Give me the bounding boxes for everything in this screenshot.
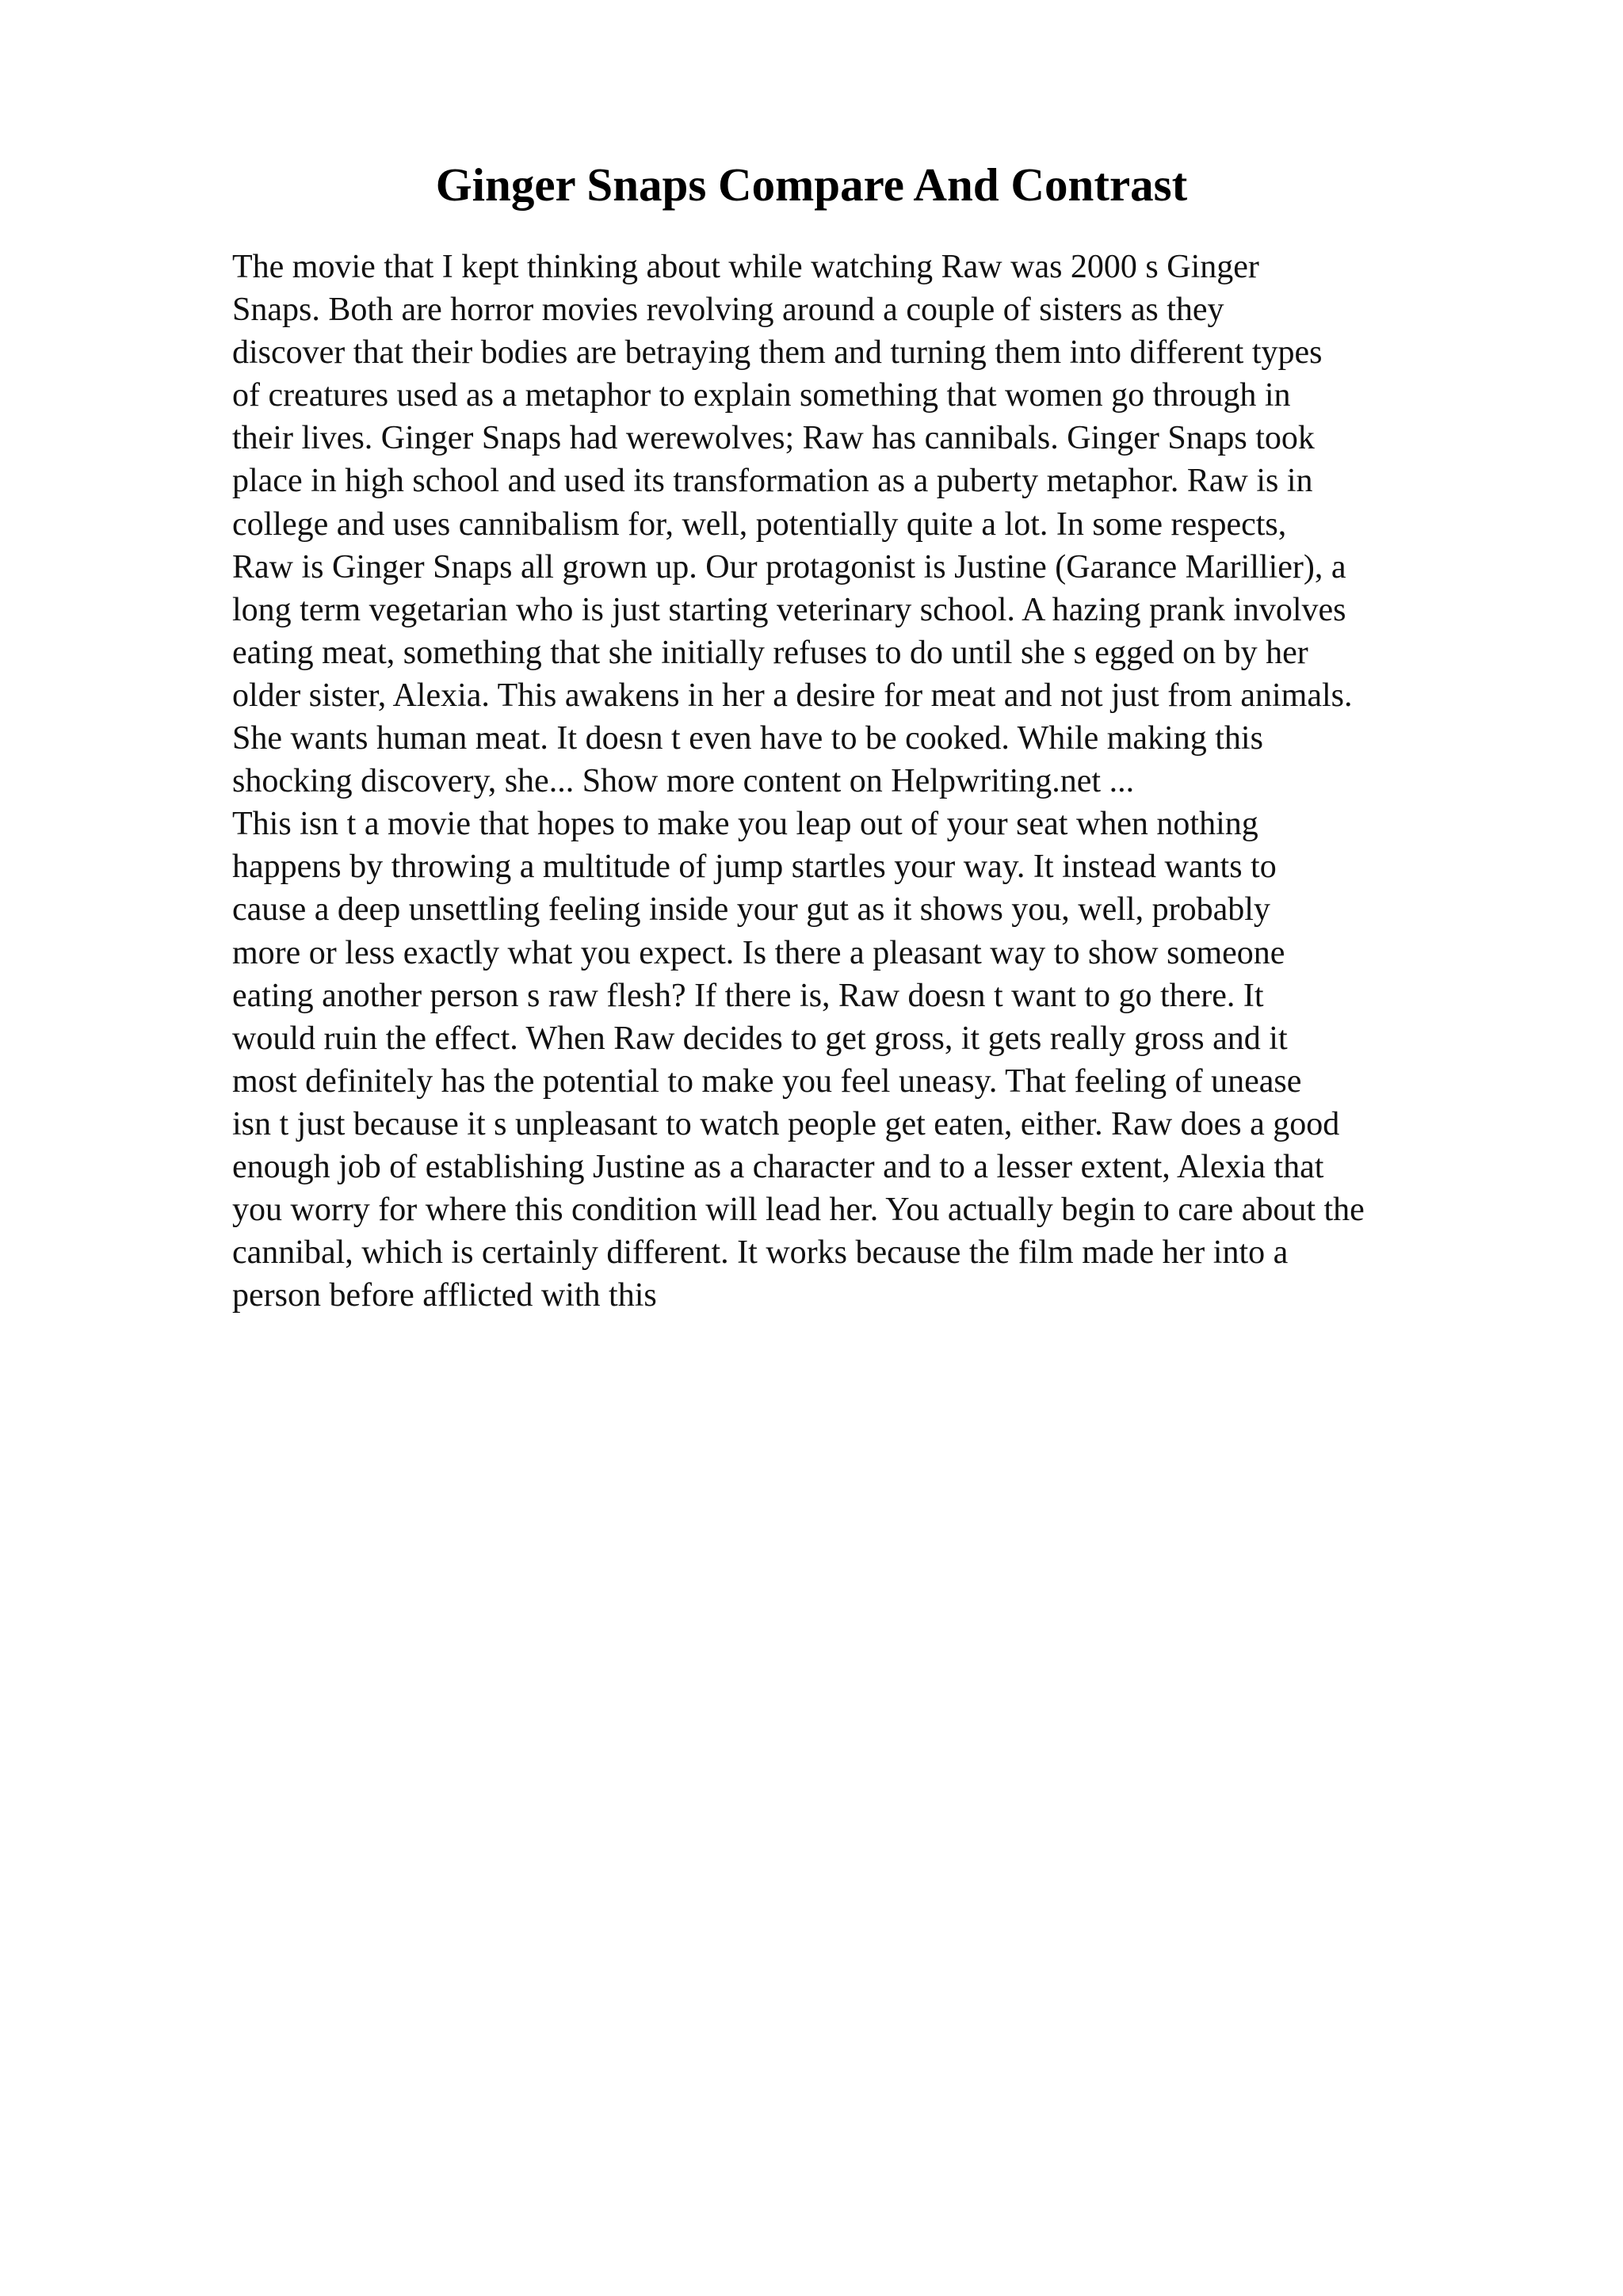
body-text-line: older sister, Alexia. This awakens in her a desire for meat and not just from animals. [232, 677, 1353, 714]
body-text-line: Raw is Ginger Snaps all grown up. Our protagonist is Justine (Garance Marillier), a [232, 548, 1346, 585]
body-text-line: She wants human meat. It doesn t even have to be cooked. While making this [232, 720, 1263, 757]
body-text-line: you worry for where this condition will lead her. You actually begin to care about the [232, 1192, 1365, 1229]
document-body [232, 246, 1516, 1317]
body-text-line: isn t just because it s unpleasant to watch people get eaten, either. Raw does a good [232, 1105, 1340, 1142]
body-text-line: This isn t a movie that hopes to make you leap out of your seat when nothing [232, 806, 1258, 843]
body-text-line: The movie that I kept thinking about while watching Raw was 2000 s Ginger [232, 249, 1259, 285]
body-text-line: happens by throwing a multitude of jump startles your way. It instead wants to [232, 849, 1277, 886]
body-text-line: eating another person s raw flesh? If there is, Raw doesn t want to go there. It [232, 977, 1264, 1014]
body-text-line: shocking discovery, she... Show more content on Helpwriting.net ... [232, 763, 1135, 800]
body-text-line: their lives. Ginger Snaps had werewolves; Raw has cannibals. Ginger Snaps took [232, 420, 1315, 457]
body-text-line: college and uses cannibalism for, well, potentially quite a lot. In some respects, [232, 505, 1287, 543]
body-text-line: person before afflicted with this [232, 1277, 657, 1314]
body-text-line: of creatures used as a metaphor to explain something that women go through in [232, 377, 1291, 414]
body-text-line: eating meat, something that she initially refuses to do until she s egged on by her [232, 634, 1308, 671]
body-text-line: would ruin the effect. When Raw decides to get gross, it gets really gross and it [232, 1020, 1288, 1057]
body-text-line: cause a deep unsettling feeling inside your gut as it shows you, well, probably [232, 891, 1270, 929]
body-text-line: most definitely has the potential to make you feel uneasy. That feeling of unease [232, 1062, 1302, 1100]
body-text-line: place in high school and used its transformation as a puberty metaphor. Raw is in [232, 463, 1313, 500]
body-text-line: enough job of establishing Justine as a character and to a lesser extent, Alexia that [232, 1148, 1324, 1185]
body-text-line: more or less exactly what you expect. Is there a pleasant way to show someone [232, 934, 1285, 971]
body-text-line: Snaps. Both are horror movies revolving around a couple of sisters as they [232, 292, 1224, 329]
document-title: Ginger Snaps Compare And Contrast [435, 158, 1188, 211]
body-text-line: cannibal, which is certainly different. It works because the film made her into a [232, 1234, 1289, 1272]
body-text-line: discover that their bodies are betraying them and turning them into different types [232, 334, 1323, 372]
body-text-line: long term vegetarian who is just starting veterinary school. A hazing prank involves [232, 591, 1346, 628]
